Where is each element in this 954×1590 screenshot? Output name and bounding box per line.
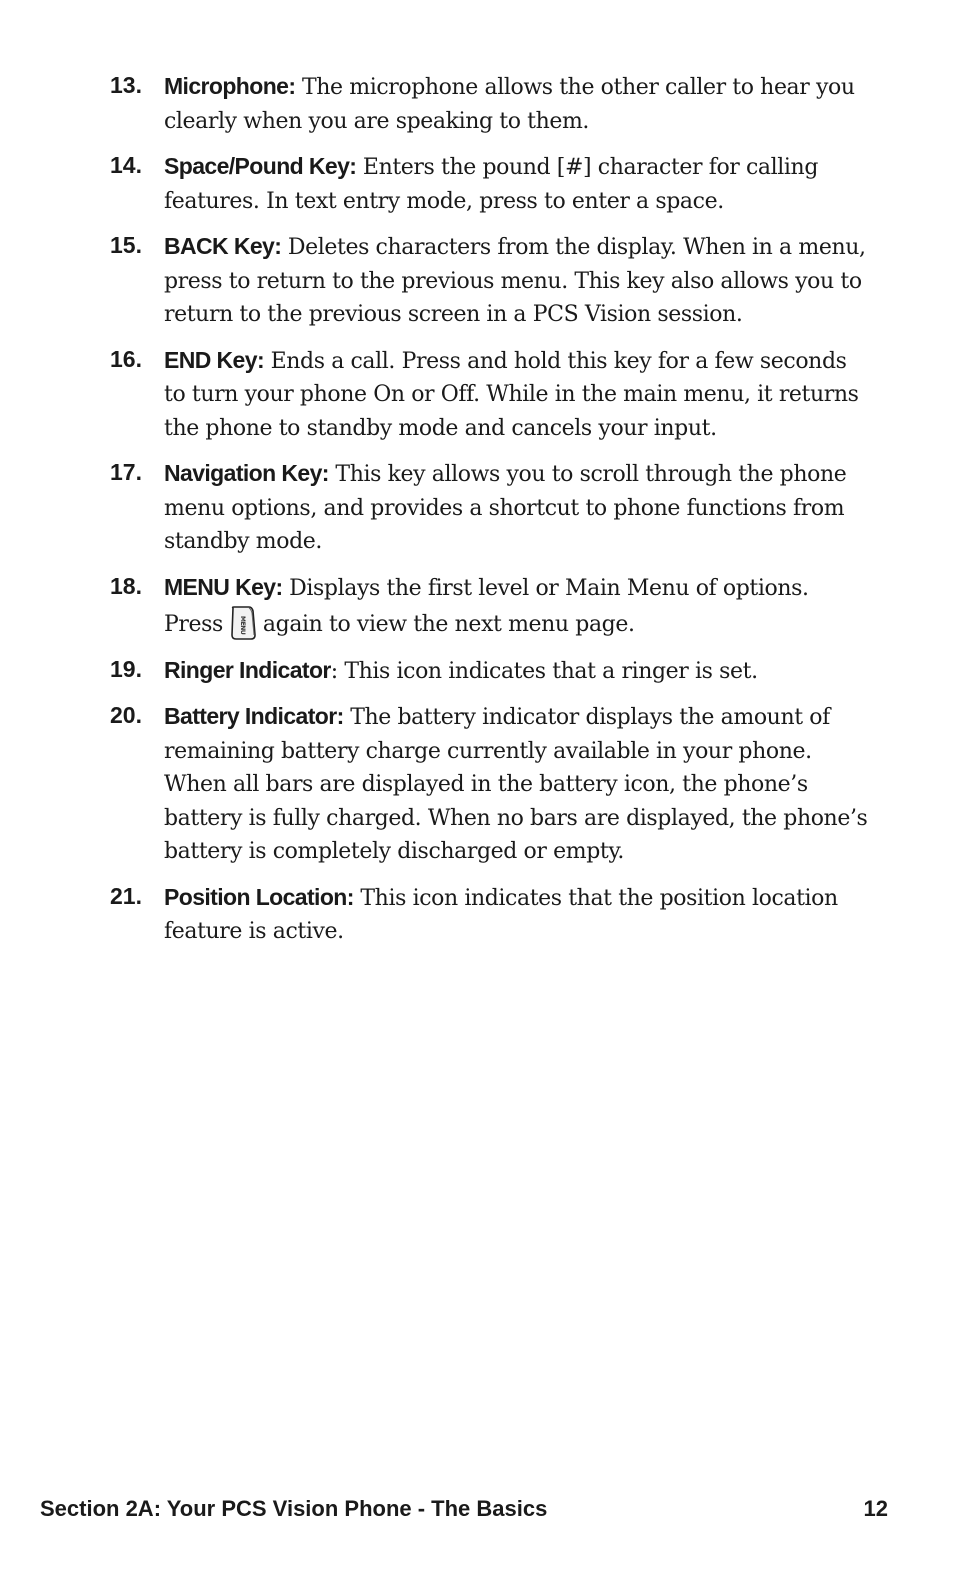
item-text: [164, 70, 870, 138]
item-text: [164, 571, 870, 642]
item-description: The battery indicator displays the amount of remaining battery charge currently available in your phone. When all bars are displayed in the battery icon, the phone’s battery is fully charged. When no bars are displayed, the phone’s battery is completely discharged or empty.: [164, 705, 868, 864]
item-description: This key allows you to scroll through the phone menu options, and provides a shortcut to phone functions from standby mode.: [164, 462, 847, 554]
list-item-19: [110, 654, 870, 689]
menu-key-icon: [229, 605, 257, 641]
item-description: Displays the first level or Main Menu of options. Press: [164, 575, 809, 637]
item-term: Position Location:: [164, 883, 354, 910]
item-text: [164, 700, 870, 869]
item-number: 19.: [110, 655, 142, 682]
item-term: MENU Key:: [164, 573, 283, 600]
item-term: Microphone:: [164, 73, 296, 99]
item-number: 15.: [110, 232, 142, 258]
item-text: [164, 457, 870, 559]
item-text: [164, 230, 870, 332]
item-term: END Key:: [164, 346, 265, 373]
list-item-20: [110, 700, 870, 869]
item-description: The microphone allows the other caller to hear you clearly when you are speaking to them.: [164, 75, 855, 134]
item-number: 13.: [110, 72, 142, 98]
item-term: Space/Pound Key:: [164, 153, 357, 179]
item-description-after: again to view the next menu page.: [262, 612, 635, 637]
item-description: This icon indicates that the position location feature is active.: [164, 885, 838, 944]
item-number: 14.: [110, 152, 142, 178]
item-text: [164, 654, 870, 689]
list-item-13: [110, 70, 870, 138]
item-description: Enters the pound [#] character for calling features. In text entry mode, press to enter a space.: [164, 155, 819, 214]
menu-key-icon-label: MENU: [238, 616, 246, 635]
item-text: [164, 881, 870, 949]
list-item-17: [110, 457, 870, 559]
item-description: Deletes characters from the display. When in a menu, press to return to the previous menu. This key also allows you to return to the previous screen in a PCS Vision session.: [164, 235, 866, 327]
item-number: 18.: [110, 572, 142, 599]
list-item-14: [110, 150, 870, 218]
page-number: 12: [863, 1496, 888, 1521]
item-description: Ends a call. Press and hold this key for a few seconds to turn your phone On or Off. While in the main menu, it returns the phone to standby mode and cancels your input.: [164, 348, 859, 441]
item-number: 17.: [110, 459, 142, 485]
definition-list: [110, 70, 870, 961]
item-number: 16.: [110, 345, 142, 372]
list-item-16: [110, 344, 870, 446]
item-text: [164, 150, 870, 218]
item-number: 21.: [110, 882, 142, 909]
item-description: : This icon indicates that a ringer is set.: [330, 658, 758, 684]
item-term: Battery Indicator:: [164, 703, 344, 729]
item-number: 20.: [110, 702, 142, 728]
page-footer: [40, 1496, 888, 1522]
list-item-18: [110, 571, 870, 642]
item-term: Ringer Indicator: [164, 656, 331, 683]
footer-section-title: Section 2A: Your PCS Vision Phone - The Basics: [40, 1496, 548, 1521]
list-item-15: [110, 230, 870, 332]
item-term: BACK Key:: [164, 233, 282, 259]
item-term: Navigation Key:: [164, 460, 329, 486]
item-text: [164, 344, 870, 446]
list-item-21: [110, 881, 870, 949]
